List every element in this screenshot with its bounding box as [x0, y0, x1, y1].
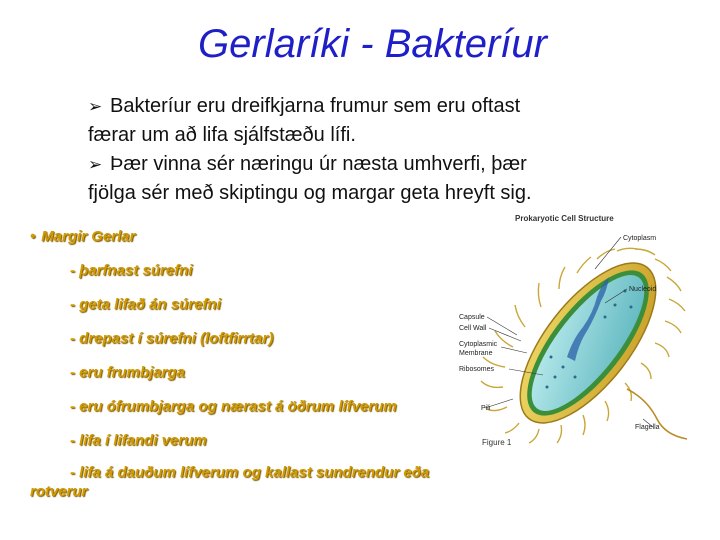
- list-item: - geta lifað án súrefni: [70, 296, 221, 313]
- list-heading-text: Margir Gerlar: [41, 228, 136, 245]
- intro-text: [88, 92, 648, 208]
- intro-paragraph-2: [88, 150, 648, 208]
- label-capsule: Capsule: [459, 314, 485, 321]
- list-item: - lifa á dauðum lífverum og kallast sundrendur eða: [70, 464, 430, 481]
- prokaryotic-cell-figure: [455, 207, 710, 467]
- list-item: - eru frumbjarga: [70, 364, 186, 381]
- label-membrane: Membrane: [459, 350, 493, 357]
- intro-1-line-2: færar um að lifa sjálfstæðu lífi.: [88, 124, 356, 146]
- list-item: - þarfnast súrefni: [70, 262, 193, 279]
- list-bullet: •: [30, 228, 36, 245]
- label-ribosomes: Ribosomes: [459, 366, 495, 373]
- figure-title: Prokaryotic Cell Structure: [515, 214, 614, 223]
- label-nucleoid: Nucleoid: [629, 286, 657, 293]
- arrow-bullet-icon: ➢: [88, 155, 103, 174]
- list-item: - drepast í súrefni (loftfirrtar): [70, 330, 274, 347]
- label-flagella: Flagella: [635, 424, 660, 431]
- list-item: - eru ófrumbjarga og nærast á öðrum lífverum: [70, 398, 397, 415]
- bacterium-illustration: [455, 207, 710, 467]
- label-cell-wall: Cell Wall: [459, 325, 487, 332]
- arrow-bullet-icon: ➢: [88, 97, 103, 116]
- intro-paragraph-1: [88, 92, 648, 150]
- slide-title: Gerlaríki - Bakteríur: [198, 22, 547, 66]
- list-item: - lifa í lifandi verum: [70, 432, 207, 449]
- label-cytoplasm: Cytoplasm: [623, 235, 657, 242]
- figure-caption: Figure 1: [482, 438, 512, 447]
- label-cytoplasmic: Cytoplasmic: [459, 341, 498, 348]
- label-pili: Pili: [481, 405, 491, 412]
- list-item-continuation: rotverur: [30, 483, 88, 500]
- list-heading: [30, 228, 135, 245]
- intro-2-line-2: fjölga sér með skiptingu og margar geta hreyft sig.: [88, 182, 532, 204]
- intro-1-line-1: Bakteríur eru dreifkjarna frumur sem eru oftast: [110, 95, 521, 117]
- intro-2-line-1: Þær vinna sér næringu úr næsta umhverfi, þær: [110, 153, 527, 175]
